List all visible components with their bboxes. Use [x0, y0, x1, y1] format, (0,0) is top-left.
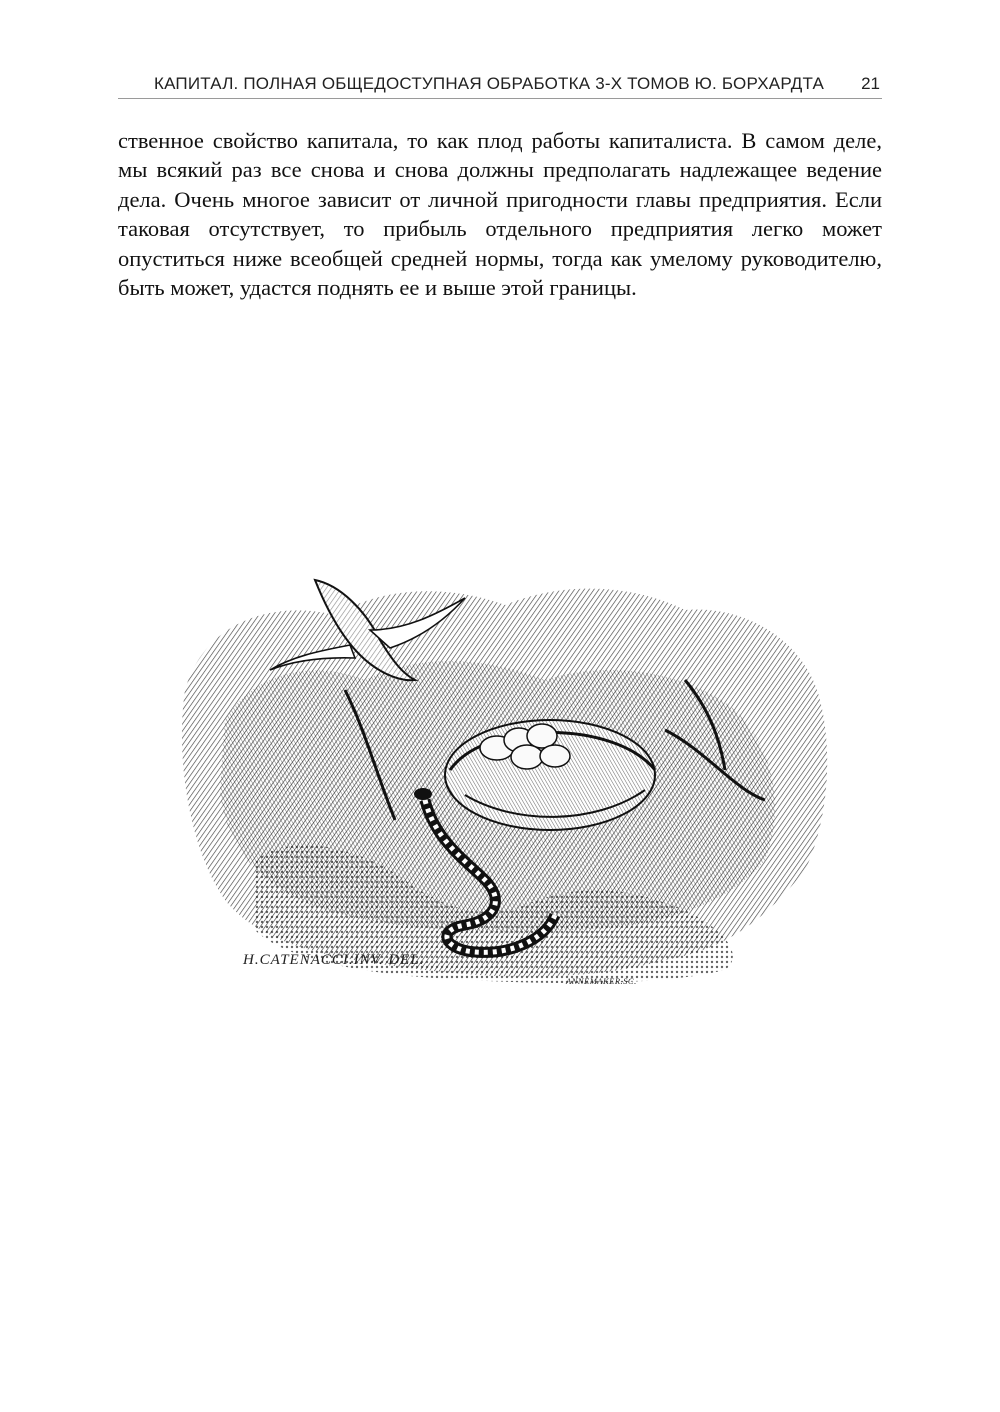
running-header: [118, 70, 882, 99]
body-paragraph: ственное свойство капитала, то как плод работы капиталиста. В самом деле, мы всякий раз все снова и снова должны предполагать надлежащее ведение дела. Очень многое зависит от личной пригодности главы предприятия. Если таковая отсутствует, то прибыль отдельного предприятия легко может опуститься ниже всеобщей средней нормы, тогда как умелому руководителю, быть может, удастся поднять ее и выше этой границы.: [118, 128, 882, 301]
engraver-signature: ANNEMAKER.SC.: [566, 976, 637, 986]
page-number: 21: [861, 74, 880, 93]
illustrator-signature: H.CATENACCI.INV. DEL.: [243, 952, 425, 968]
nest-engraving-illustration: [165, 560, 845, 992]
running-title: КАПИТАЛ. ПОЛНАЯ ОБЩЕДОСТУПНАЯ ОБРАБОТКА 3-Х ТОМОВ Ю. БОРХАРДТА: [153, 74, 824, 93]
